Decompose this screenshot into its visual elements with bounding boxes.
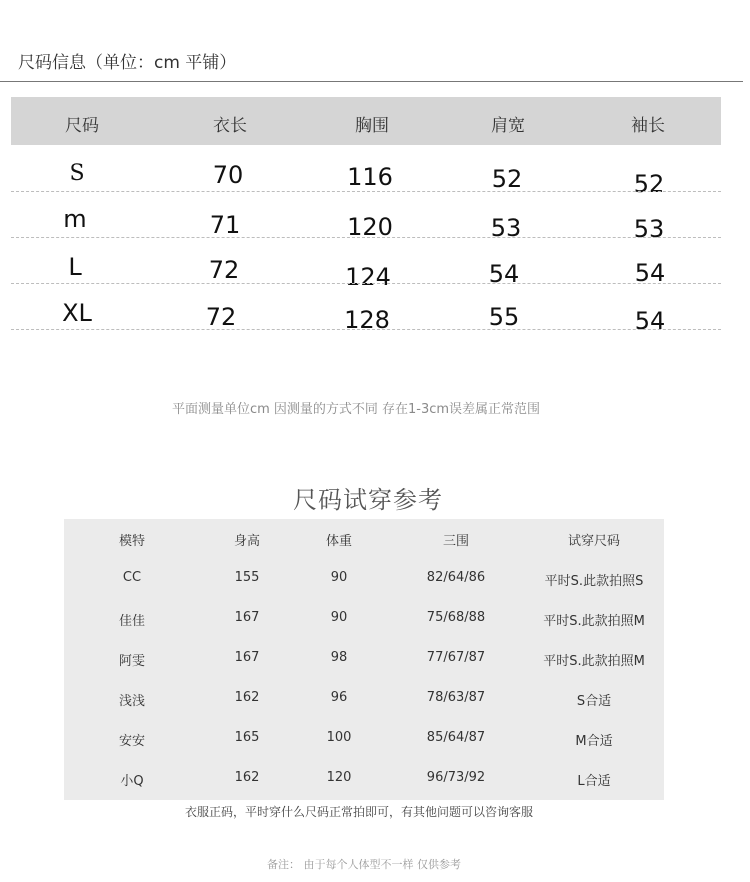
tried-size-cell: 平时S.此款拍照M bbox=[543, 614, 645, 629]
weight-cell: 98 bbox=[330, 650, 348, 665]
measurements-cell: 96/73/92 bbox=[426, 770, 486, 785]
measurements-cell: 85/64/87 bbox=[426, 730, 486, 745]
reference-row bbox=[64, 719, 664, 759]
shoulder-cell: 55 bbox=[488, 303, 520, 331]
model-cell: 浅浅 bbox=[118, 694, 146, 709]
size-cell: L bbox=[68, 253, 82, 281]
header-length: 衣长 bbox=[213, 116, 247, 136]
reference-header bbox=[64, 519, 664, 559]
chest-cell: 116 bbox=[347, 163, 393, 191]
reference-row bbox=[64, 639, 664, 679]
weight-cell: 120 bbox=[326, 770, 352, 785]
header-shoulder: 肩宽 bbox=[491, 116, 525, 136]
shoulder-cell: 53 bbox=[490, 214, 522, 242]
model-cell: 阿雯 bbox=[118, 654, 146, 669]
height-cell: 167 bbox=[234, 650, 260, 665]
reference-row bbox=[64, 679, 664, 719]
height-cell: 165 bbox=[234, 730, 260, 745]
header-sleeve: 袖长 bbox=[631, 116, 665, 136]
chest-cell: 124 bbox=[345, 263, 391, 291]
title-divider bbox=[0, 81, 743, 82]
model-cell: 小Q bbox=[120, 774, 144, 789]
header-measurements: 三围 bbox=[442, 534, 470, 549]
weight-cell: 90 bbox=[330, 570, 348, 585]
tried-size-cell: S合适 bbox=[576, 694, 612, 709]
header-weight: 体重 bbox=[325, 534, 353, 549]
weight-cell: 96 bbox=[330, 690, 348, 705]
height-cell: 162 bbox=[234, 770, 260, 785]
measurements-cell: 82/64/86 bbox=[426, 570, 486, 585]
size-row-l bbox=[11, 238, 721, 291]
length-cell: 71 bbox=[209, 211, 241, 239]
row-divider bbox=[11, 329, 721, 330]
sleeve-cell: 53 bbox=[633, 215, 665, 243]
height-cell: 162 bbox=[234, 690, 260, 705]
chest-cell: 120 bbox=[347, 213, 393, 241]
measure-note: 平面测量单位cm 因测量的方式不同 存在1-3cm误差属正常范围 bbox=[171, 402, 541, 417]
reference-title: 尺码试穿参考 bbox=[293, 486, 443, 514]
reference-table bbox=[64, 519, 664, 800]
size-cell: S bbox=[69, 161, 85, 186]
length-cell: 72 bbox=[205, 303, 237, 331]
shoulder-cell: 52 bbox=[491, 165, 523, 193]
header-tried-size: 试穿尺码 bbox=[567, 534, 621, 549]
tried-size-cell: M合适 bbox=[575, 734, 613, 749]
sleeve-cell: 52 bbox=[633, 170, 665, 198]
reference-row bbox=[64, 599, 664, 639]
remark-note: 备注： 由于每个人体型不一样 仅供参考 bbox=[267, 858, 461, 871]
length-cell: 72 bbox=[208, 256, 240, 284]
tried-size-cell: 平时S.此款拍照S bbox=[544, 574, 644, 589]
weight-cell: 100 bbox=[326, 730, 352, 745]
measurements-cell: 78/63/87 bbox=[426, 690, 486, 705]
size-row-xl bbox=[11, 284, 721, 335]
tried-size-cell: 平时S.此款拍照M bbox=[543, 654, 645, 669]
weight-cell: 90 bbox=[330, 610, 348, 625]
header-model: 模特 bbox=[118, 534, 146, 549]
size-row-m bbox=[11, 192, 721, 243]
reference-footer-note: 衣服正码，平时穿什么尺码正常拍即可，有其他问题可以咨询客服 bbox=[184, 805, 533, 819]
sleeve-cell: 54 bbox=[634, 259, 666, 287]
size-info-title: 尺码信息（单位：cm 平铺） bbox=[18, 53, 237, 73]
size-cell: m bbox=[63, 205, 87, 233]
size-cell: XL bbox=[62, 299, 92, 327]
height-cell: 155 bbox=[234, 570, 260, 585]
measurements-cell: 77/67/87 bbox=[426, 650, 486, 665]
shoulder-cell: 54 bbox=[488, 260, 520, 288]
header-size: 尺码 bbox=[65, 116, 99, 136]
header-height: 身高 bbox=[233, 534, 261, 549]
measurements-cell: 75/68/88 bbox=[426, 610, 486, 625]
chest-cell: 128 bbox=[344, 306, 390, 334]
reference-row bbox=[64, 759, 664, 799]
reference-row bbox=[64, 559, 664, 599]
height-cell: 167 bbox=[234, 610, 260, 625]
sleeve-cell: 54 bbox=[634, 307, 666, 335]
length-cell: 70 bbox=[212, 161, 244, 189]
model-cell: 安安 bbox=[118, 734, 146, 749]
model-cell: 佳佳 bbox=[118, 614, 146, 629]
size-table-header bbox=[11, 97, 721, 145]
size-row-s bbox=[11, 146, 721, 198]
tried-size-cell: L合适 bbox=[577, 774, 611, 789]
header-chest: 胸围 bbox=[355, 116, 389, 136]
model-cell: CC bbox=[122, 570, 142, 585]
